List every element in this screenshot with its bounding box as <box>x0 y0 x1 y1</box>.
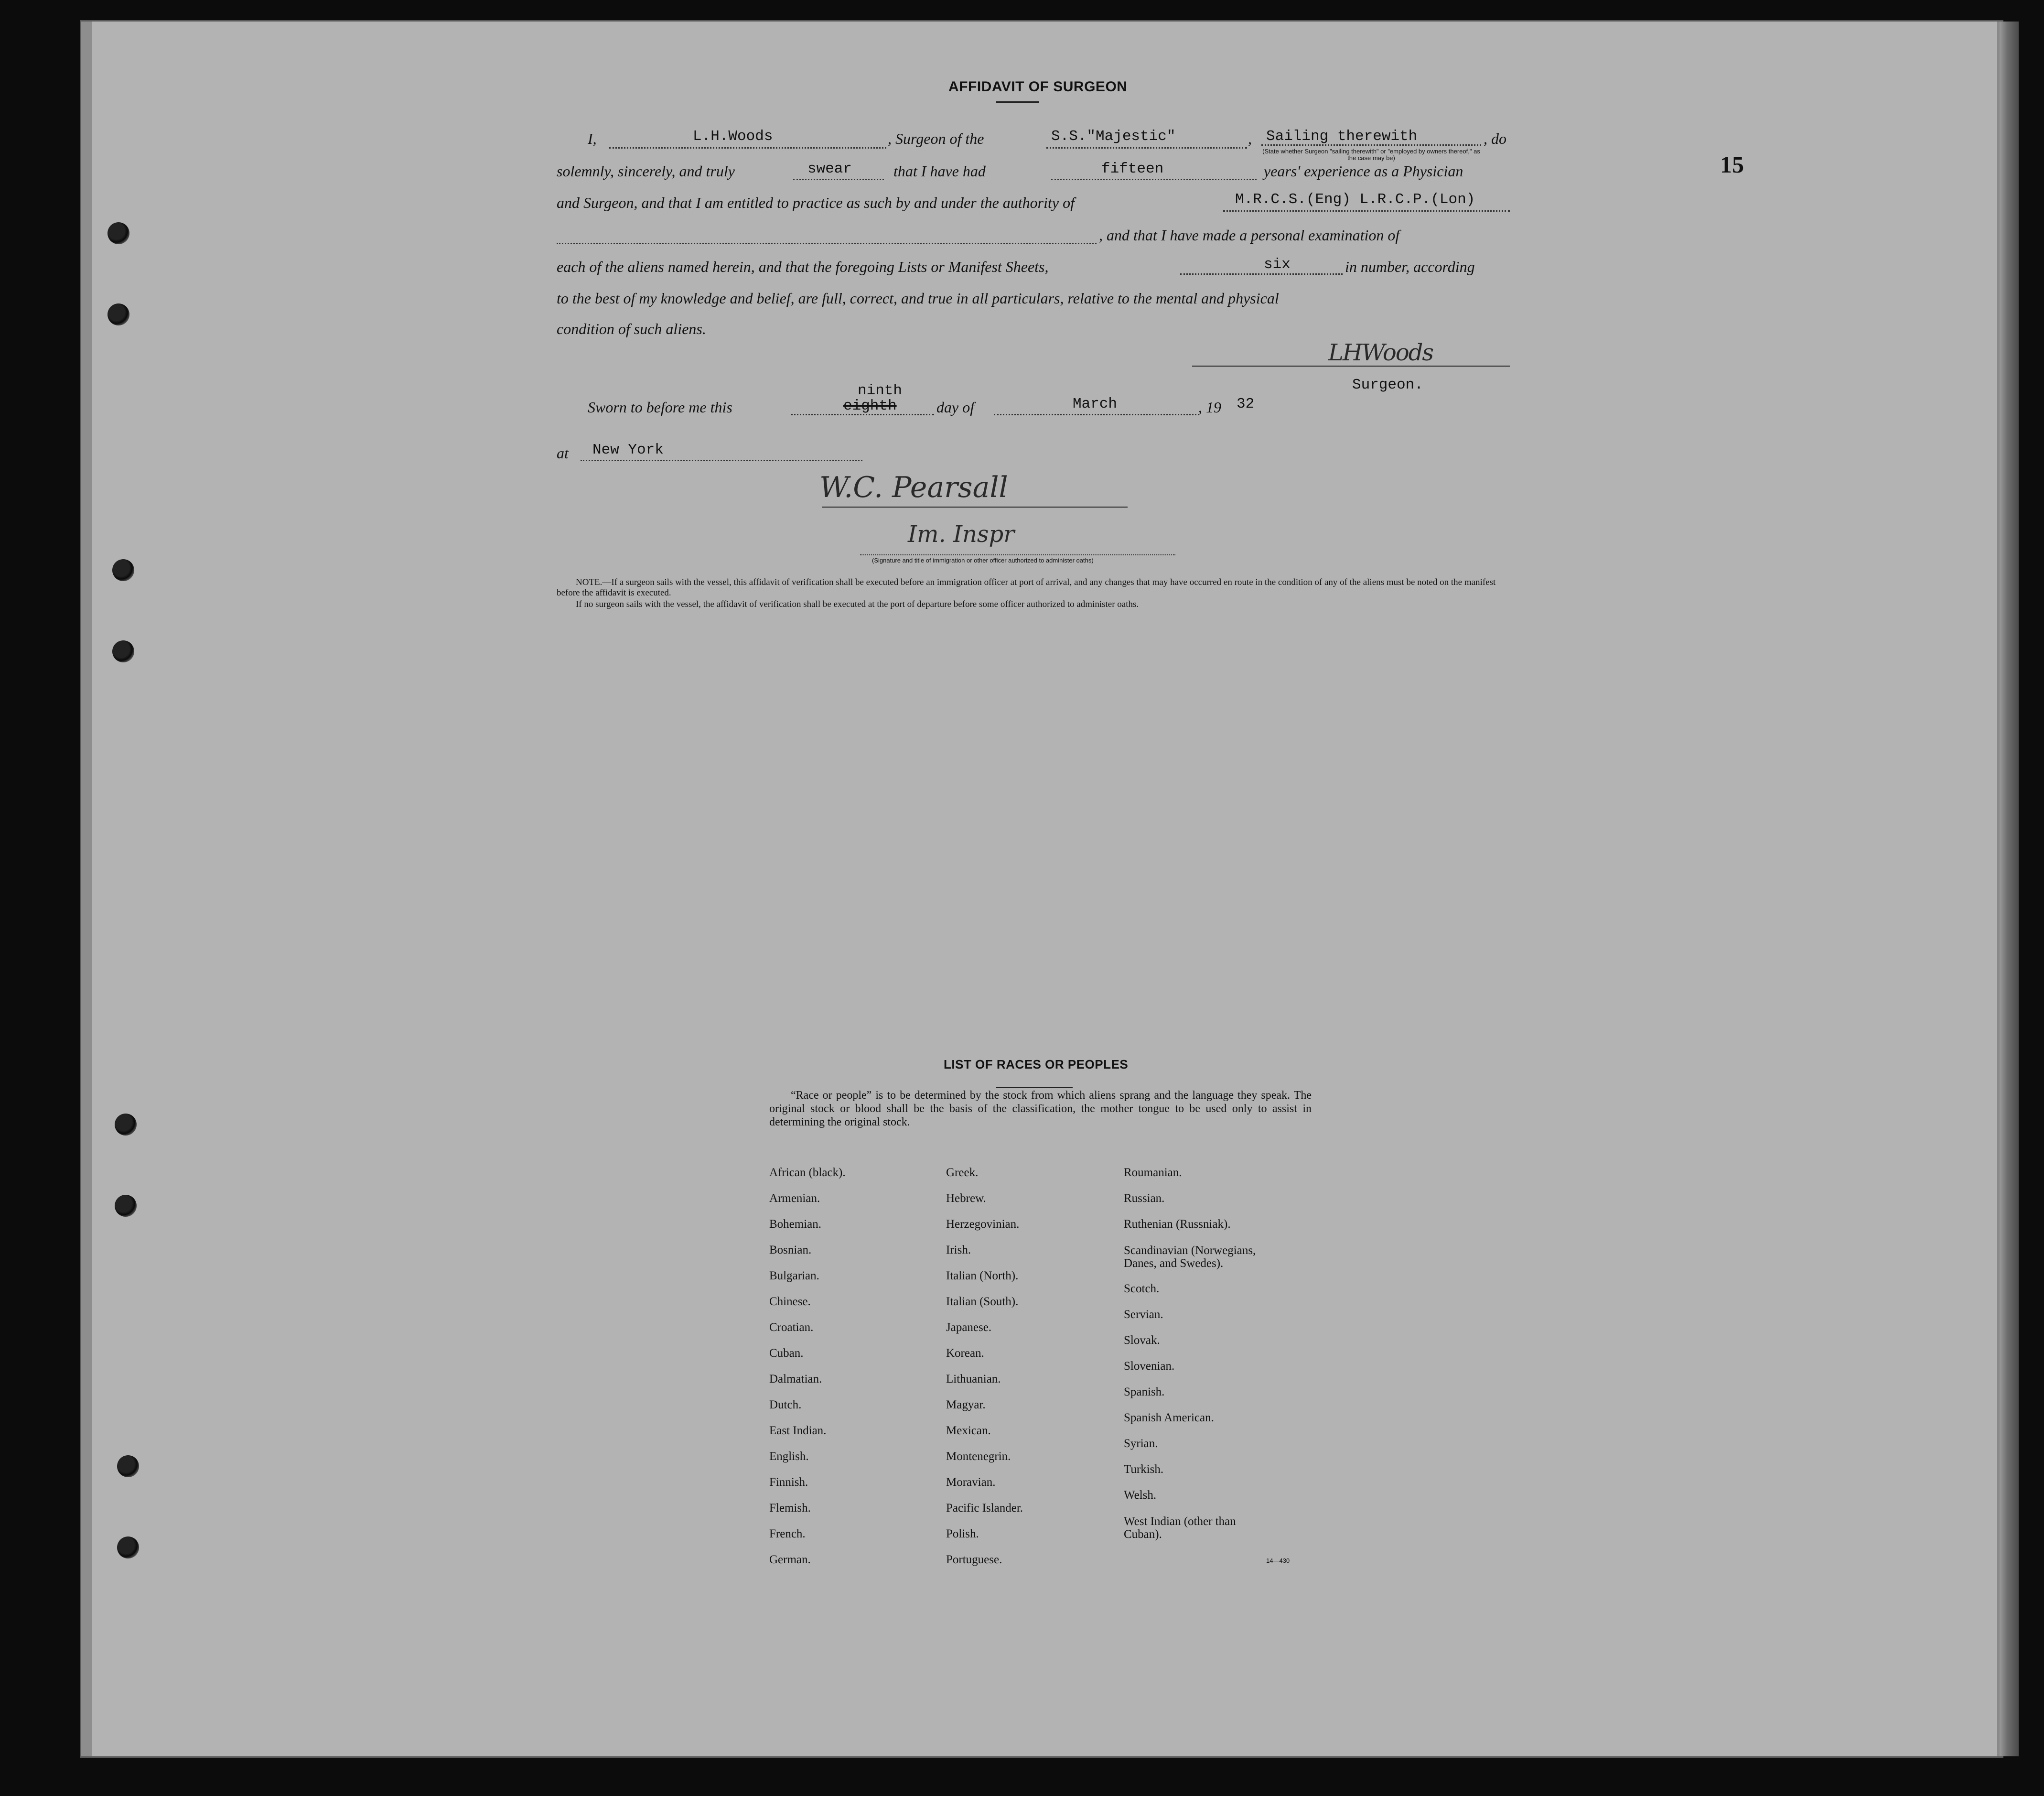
race-item: Lithuanian. <box>946 1373 1001 1385</box>
dotline <box>994 414 1199 415</box>
dotline <box>1046 147 1247 149</box>
race-item: Irish. <box>946 1244 971 1256</box>
line5-a: each of the aliens named herein, and that the foregoing Lists or Manifest Sheets, <box>557 258 1049 275</box>
dotline <box>1051 179 1257 180</box>
race-item: African (black). <box>769 1166 846 1179</box>
race-item: Dutch. <box>769 1398 802 1411</box>
race-item: Italian (North). <box>946 1269 1019 1282</box>
dotline <box>581 460 862 461</box>
practice-authority: M.R.C.S.(Eng) L.R.C.P.(Lon) <box>1235 191 1475 208</box>
i-label: I, <box>588 130 597 147</box>
form-code: 14—430 <box>1266 1557 1290 1564</box>
years-experience: fifteen <box>1101 161 1164 177</box>
dotline <box>793 179 884 180</box>
race-item: Japanese. <box>946 1321 992 1334</box>
sworn-place: New York <box>592 442 664 458</box>
race-item: Pacific Islander. <box>946 1502 1023 1515</box>
vessel-name: S.S."Majestic" <box>1051 128 1176 145</box>
do-label: , do <box>1484 130 1506 147</box>
sworn-day: ninth <box>858 382 903 399</box>
race-item: Dalmatian. <box>769 1373 822 1385</box>
dotline <box>557 243 1097 244</box>
dotline <box>609 147 886 149</box>
binder-hole <box>117 1455 139 1477</box>
sailing-note: (State whether Surgeon "sailing therewith" or "employed by owners thereof," as the case may be) <box>1262 148 1480 162</box>
race-item: Roumanian. <box>1124 1166 1182 1179</box>
binder-hole <box>108 303 129 325</box>
race-item: German. <box>769 1553 811 1566</box>
sworn-day-struck: eighth <box>843 398 897 414</box>
race-item: Spanish American. <box>1124 1411 1214 1424</box>
year-prefix: , 19 <box>1198 399 1221 416</box>
race-item: East Indian. <box>769 1424 827 1437</box>
race-item: French. <box>769 1527 806 1540</box>
race-item: Slovenian. <box>1124 1360 1175 1373</box>
page-number: 15 <box>1720 151 1744 178</box>
races-title-rule <box>996 1087 1073 1088</box>
officer-caption: (Signature and title of immigration or other officer authorized to administer oaths) <box>872 557 1094 564</box>
day-of-label: day of <box>936 399 975 416</box>
line5-b: in number, according <box>1345 258 1475 275</box>
race-item: Croatian. <box>769 1321 814 1334</box>
race-item: Mexican. <box>946 1424 991 1437</box>
line2-c: years' experience as a Physician <box>1264 162 1463 180</box>
officer-rule-1 <box>822 507 1128 508</box>
title-rule <box>996 101 1039 103</box>
race-item: Magyar. <box>946 1398 986 1411</box>
binder-hole <box>112 559 134 581</box>
race-item: Welsh. <box>1124 1489 1157 1502</box>
race-item: West Indian (other than Cuban). <box>1124 1515 1236 1541</box>
race-item: Greek. <box>946 1166 979 1179</box>
line4: , and that I have made a personal examination of <box>1099 227 1400 244</box>
line2-a: solemnly, sincerely, and truly <box>557 162 735 180</box>
race-item: Portuguese. <box>946 1553 1002 1566</box>
sworn-month: March <box>1073 396 1118 412</box>
sworn-label: Sworn to before me this <box>588 399 732 416</box>
race-item: Scandinavian (Norwegians, Danes, and Swedes). <box>1124 1244 1256 1270</box>
note-text-1: NOTE.—If a surgeon sails with the vessel, this affidavit of verification shall be executed before an immigration officer at port of arrival, and any changes that may have occurred en route in the condition of any of the aliens must be noted on the manifest before the affidavit is executed. <box>557 577 1496 598</box>
races-intro: “Race or people” is to be determined by the stock from which aliens sprang and the language they speak. The original stock or blood shall be the basis of the classification, the mother tongue to be used only to assist in determining the original stock. <box>769 1089 1312 1128</box>
race-item: Armenian. <box>769 1192 820 1205</box>
race-item: Bulgarian. <box>769 1269 819 1282</box>
race-item: English. <box>769 1450 809 1463</box>
race-item: Syrian. <box>1124 1437 1158 1450</box>
page-spine <box>81 22 92 1756</box>
race-item: Italian (South). <box>946 1295 1019 1308</box>
manifest-page <box>81 22 2002 1756</box>
line2-b: that I have had <box>893 162 986 180</box>
line7: condition of such aliens. <box>557 320 706 337</box>
race-item: Flemish. <box>769 1502 811 1515</box>
binder-hole <box>108 222 129 244</box>
at-label: at <box>557 444 569 462</box>
race-item: Herzegovinian. <box>946 1218 1020 1231</box>
race-item: Cuban. <box>769 1347 804 1360</box>
sheet-count: six <box>1264 256 1291 273</box>
race-item: Hebrew. <box>946 1192 986 1205</box>
race-item: Slovak. <box>1124 1334 1160 1347</box>
race-item: Bohemian. <box>769 1218 822 1231</box>
comma: , <box>1248 130 1252 147</box>
officer-title: Im. Inspr <box>908 521 1015 548</box>
race-item: Montenegrin. <box>946 1450 1011 1463</box>
officer-rule-2 <box>860 554 1175 555</box>
dotline <box>1223 210 1510 212</box>
race-item: Chinese. <box>769 1295 811 1308</box>
dotline <box>1180 273 1343 275</box>
sailing-status: Sailing therewith <box>1266 128 1418 145</box>
line6: to the best of my knowledge and belief, are full, correct, and true in all particulars, relative to the mental and physical <box>557 290 1279 307</box>
page-edge <box>2000 22 2019 1756</box>
race-item: Servian. <box>1124 1308 1163 1321</box>
line3-a: and Surgeon, and that I am entitled to practice as such by and under the authority of <box>557 194 1075 211</box>
binder-hole <box>112 640 134 662</box>
races-column-2 <box>946 1160 1023 1573</box>
race-item: Spanish. <box>1124 1385 1165 1398</box>
surgeon-of-label: , Surgeon of the <box>888 130 984 147</box>
surgeon-signature: LHWoods <box>1328 339 1433 366</box>
surgeon-label: Surgeon. <box>1352 377 1423 393</box>
signature-rule <box>1192 366 1510 367</box>
races-column-1 <box>769 1160 846 1573</box>
races-title: LIST OF RACES OR PEOPLES <box>944 1057 1129 1071</box>
race-item: Korean. <box>946 1347 984 1360</box>
races-column-3 <box>1124 1160 1256 1547</box>
oath-type: swear <box>807 161 852 177</box>
affidavit-title: AFFIDAVIT OF SURGEON <box>948 79 1128 95</box>
binder-hole <box>115 1114 137 1136</box>
race-item: Turkish. <box>1124 1463 1164 1476</box>
sworn-year: 32 <box>1237 396 1255 412</box>
note-text-2: If no surgeon sails with the vessel, the affidavit of verification shall be executed at the port of departure before some officer authorized to administer oaths. <box>576 599 1139 609</box>
race-item: Bosnian. <box>769 1244 812 1256</box>
race-item: Finnish. <box>769 1476 808 1489</box>
race-item: Russian. <box>1124 1192 1165 1205</box>
race-item: Ruthenian (Russniak). <box>1124 1218 1231 1231</box>
binder-hole <box>115 1195 137 1217</box>
race-item: Moravian. <box>946 1476 996 1489</box>
race-item: Scotch. <box>1124 1282 1160 1295</box>
race-item: Polish. <box>946 1527 979 1540</box>
surgeon-name: L.H.Woods <box>693 128 773 145</box>
officer-signature: W.C. Pearsall <box>819 471 1008 504</box>
binder-hole <box>117 1536 139 1558</box>
